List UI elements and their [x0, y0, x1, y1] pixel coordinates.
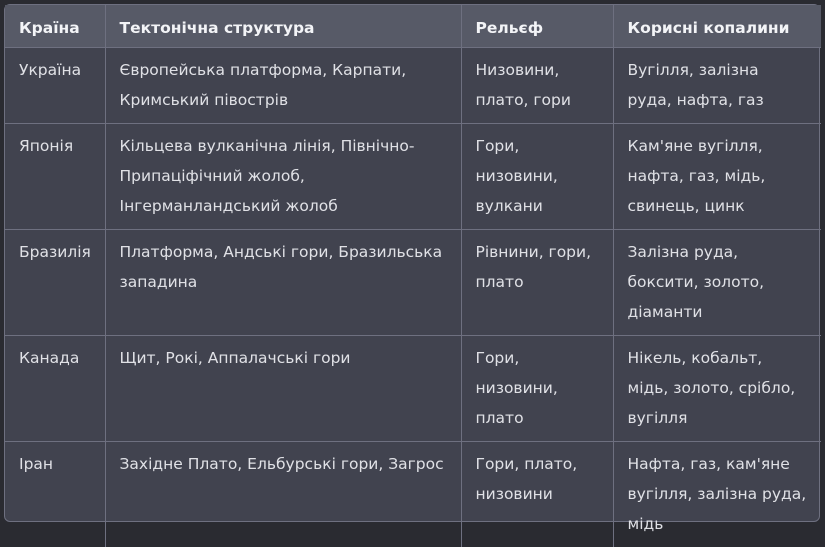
cell-country: Іран: [5, 442, 105, 547]
table-row: [5, 124, 821, 230]
table-row: [5, 48, 821, 124]
cell-relief: Гори, низовини, вулкани: [461, 124, 613, 230]
header-tectonic: Тектонічна структура: [105, 5, 461, 48]
table-row: [5, 442, 821, 547]
cell-country: Бразилія: [5, 230, 105, 336]
cell-tectonic: Платформа, Андські гори, Бразильська западина: [105, 230, 461, 336]
cell-country: Україна: [5, 48, 105, 124]
cell-tectonic: Кільцева вулканічна лінія, Північно-Припаціфічний жолоб, Інгерманландський жолоб: [105, 124, 461, 230]
cell-relief: Гори, плато, низовини: [461, 442, 613, 547]
header-country: Країна: [5, 5, 105, 48]
header-minerals: Корисні копалини: [613, 5, 821, 48]
cell-minerals: Вугілля, залізна руда, нафта, газ: [613, 48, 821, 124]
header-relief: Рельєф: [461, 5, 613, 48]
cell-minerals: Нафта, газ, кам'яне вугілля, залізна руда, мідь: [613, 442, 821, 547]
cell-minerals: Залізна руда, боксити, золото, діаманти: [613, 230, 821, 336]
table-header-row: [5, 5, 821, 48]
cell-country: Японія: [5, 124, 105, 230]
cell-country: Канада: [5, 336, 105, 442]
cell-relief: Низовини, плато, гори: [461, 48, 613, 124]
countries-table: [5, 5, 821, 547]
cell-relief: Рівнини, гори, плато: [461, 230, 613, 336]
cell-tectonic: Щит, Рокі, Аппалачські гори: [105, 336, 461, 442]
cell-tectonic: Європейська платформа, Карпати, Кримський півострів: [105, 48, 461, 124]
table-row: [5, 336, 821, 442]
cell-relief: Гори, низовини, плато: [461, 336, 613, 442]
cell-minerals: Нікель, кобальт, мідь, золото, срібло, вугілля: [613, 336, 821, 442]
cell-minerals: Кам'яне вугілля, нафта, газ, мідь, свинець, цинк: [613, 124, 821, 230]
cell-tectonic: Західне Плато, Ельбурські гори, Загрос: [105, 442, 461, 547]
table-container: [4, 4, 820, 522]
table-row: [5, 230, 821, 336]
